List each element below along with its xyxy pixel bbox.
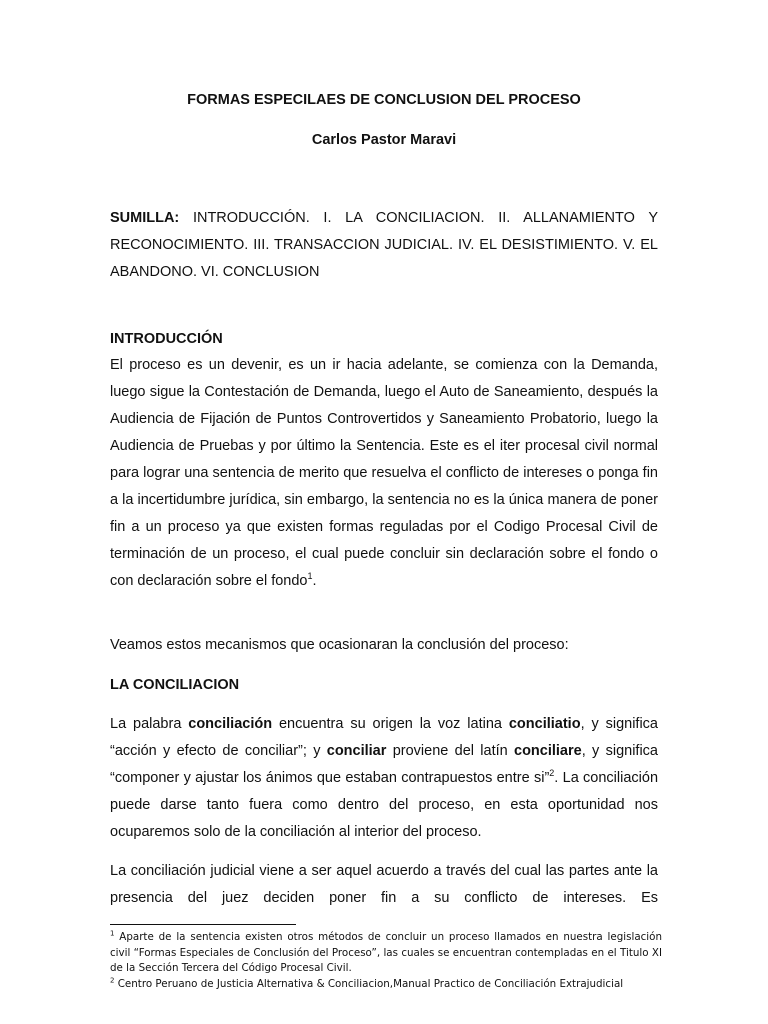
- bold-term: conciliación: [188, 716, 273, 732]
- introduccion-heading: INTRODUCCIÓN: [110, 331, 223, 347]
- bold-term: conciliar: [326, 743, 387, 759]
- text-run: , y significa “acción y efecto de conciliar”; y: [110, 716, 658, 759]
- footnote-number: 2: [110, 976, 115, 985]
- footnote-ref-2[interactable]: 2: [549, 768, 555, 779]
- veamos-paragraph: Veamos estos mecanismos que ocasionaran la conclusión del proceso:: [110, 637, 569, 653]
- text-run: , y significa “componer y ajustar los ánimos que estaban contrapuestos entre si”: [110, 743, 658, 786]
- footnote-text: Centro Peruano de Justicia Alternativa & Conciliacion,Manual Practico de Conciliación Extrajudicial: [114, 977, 624, 990]
- text-run: . La conciliación puede darse tanto fuera como dentro del proceso, en esta oportunidad nos ocuparemos solo de la conciliación al interior del proceso.: [110, 770, 659, 840]
- text-run: proviene del latín: [386, 743, 514, 759]
- footnote-1: [110, 930, 662, 977]
- introduccion-text: El proceso es un devenir, es un ir hacia adelante, se comienza con la Demanda, luego sigue la Contestación de Demanda, luego el Auto de Saneamiento, después la Audiencia de Fijación de Puntos Controvertidos y Saneamiento Probatorio, luego la Audiencia de Pruebas y por último la Sentencia. Este es el iter procesal civil normal para lograr una sentencia de merito que resuelva el conflicto de intereses o ponga fin a la incertidumbre jurídica, sin embargo, la sentencia no es la única manera de poner fin a un proceso ya que existen formas reguladas por el Codigo Procesal Civil de terminación de un proceso, el cual puede concluir sin declaración sobre el fondo o con declaración sobre el fondo: [110, 357, 658, 589]
- sumilla-label: SUMILLA:: [110, 210, 180, 226]
- footnotes: [110, 930, 662, 992]
- introduccion-paragraph: [110, 352, 658, 595]
- footnote-text: Aparte de la sentencia existen otros métodos de concluir un proceso llamados en nuestra legislación civil “Formas Especiales de Conclusión del Proceso”, las cuales se encuentran contempladas en el Titulo XI de la Sección Tercera del Código Procesal Civil.: [110, 931, 662, 974]
- conciliacion-paragraph-1: [110, 711, 658, 846]
- text-run: La palabra: [110, 716, 189, 732]
- text-run: encuentra su origen la voz latina: [272, 716, 509, 732]
- footnote-ref-1[interactable]: 1: [307, 571, 313, 582]
- footnote-2: [110, 977, 662, 993]
- sumilla-text: INTRODUCCIÓN. I. LA CONCILIACION. II. ALLANAMIENTO Y RECONOCIMIENTO. III. TRANSACCION JUDICIAL. IV. EL DESISTIMIENTO. V. EL ABANDONO. VI. CONCLUSION: [110, 210, 658, 280]
- document-title: FORMAS ESPECILAES DE CONCLUSION DEL PROCESO: [187, 92, 581, 108]
- conciliacion-paragraph-2: La conciliación judicial viene a ser aquel acuerdo a través del cual las partes ante la presencia del juez deciden poner fin a su conflicto de intereses. Es: [110, 863, 658, 906]
- bold-term: conciliare: [514, 743, 582, 759]
- bold-term: conciliatio: [508, 716, 581, 732]
- footnote-separator: [110, 924, 296, 925]
- sumilla-paragraph: [110, 205, 658, 286]
- conciliacion-heading: LA CONCILIACION: [110, 677, 240, 693]
- introduccion-end: .: [312, 573, 317, 589]
- footnote-number: 1: [110, 929, 115, 938]
- document-author: Carlos Pastor Maravi: [311, 132, 457, 148]
